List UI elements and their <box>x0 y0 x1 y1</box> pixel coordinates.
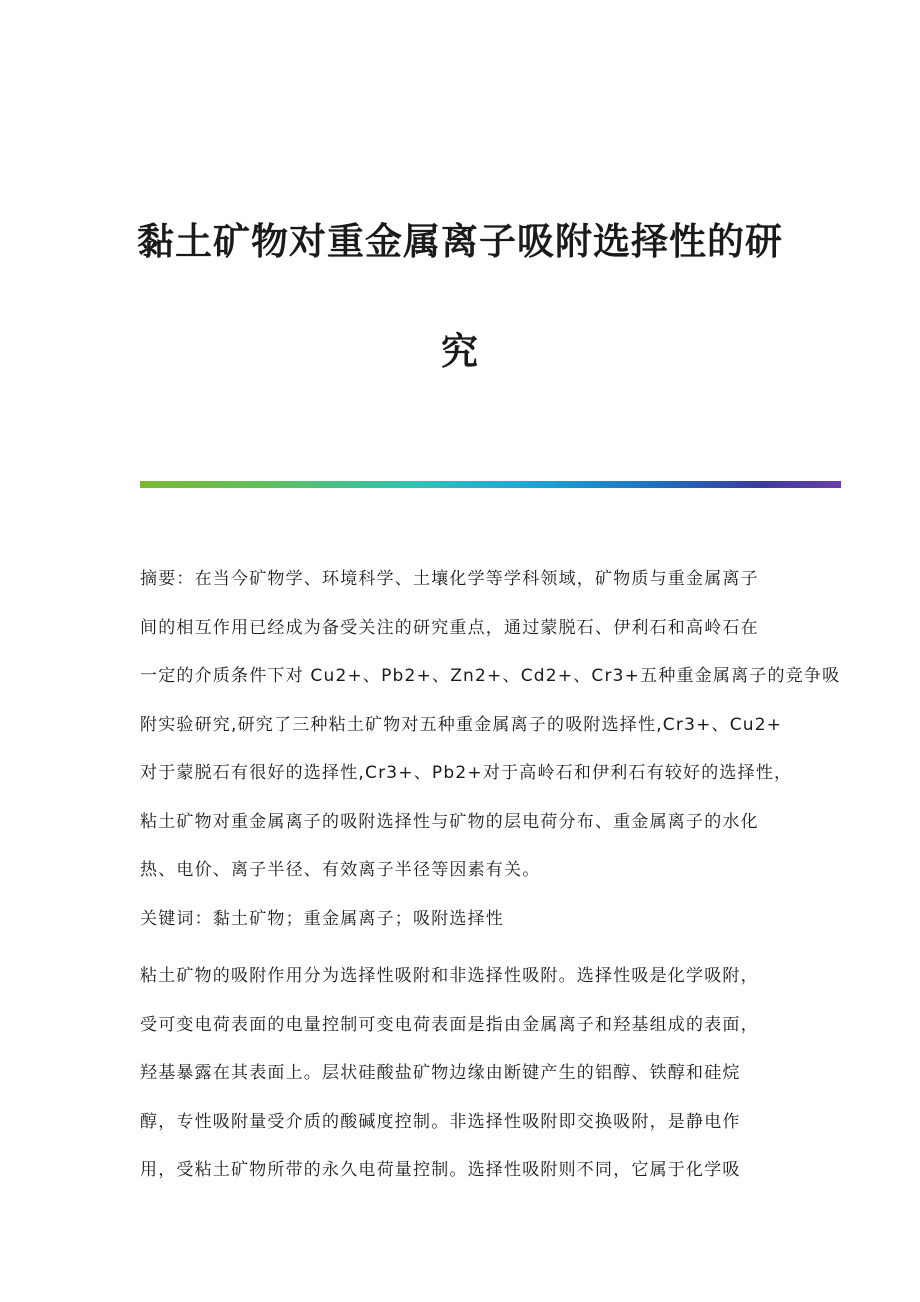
abstract-line: 对于蒙脱石有很好的选择性,Cr3+、Pb2+对于高岭石和伊利石有较好的选择性， <box>140 763 793 783</box>
title-line-1: 黏土矿物对重金属离子吸附选择性的研 <box>137 219 783 263</box>
abstract-line: 一定的介质条件下对 Cu2+、Pb2+、Zn2+、Cd2+、Cr3+五种重金属离子的竞争吸 <box>140 666 841 686</box>
paragraph-line: 用，受粘土矿物所带的永久电荷量控制。选择性吸附则不同，它属于化学吸 <box>140 1160 741 1180</box>
paragraph-line: 羟基暴露在其表面上。层状硅酸盐矿物边缘由断键产生的铝醇、铁醇和硅烷 <box>140 1063 741 1083</box>
document-title <box>100 186 820 406</box>
abstract-line: 粘土矿物对重金属离子的吸附选择性与矿物的层电荷分布、重金属离子的水化 <box>140 811 759 832</box>
paragraph-line: 受可变电荷表面的电量控制可变电荷表面是指由金属离子和羟基组成的表面， <box>140 1014 759 1035</box>
gradient-divider <box>140 481 841 488</box>
abstract-line: 附实验研究,研究了三种粘土矿物对五种重金属离子的吸附选择性,Cr3+、Cu2+ <box>140 714 783 735</box>
paragraph-line: 粘土矿物的吸附作用分为选择性吸附和非选择性吸附。选择性吸是化学吸附， <box>140 966 759 986</box>
abstract <box>140 555 841 943</box>
abstract-line: 间的相互作用已经成为备受关注的研究重点，通过蒙脱石、伊利石和高岭石在 <box>140 617 759 638</box>
abstract-line: 热、电价、离子半径、有效离子半径等因素有关。 <box>140 860 541 880</box>
body-paragraph <box>140 952 780 1195</box>
keywords: 关键词：黏土矿物；重金属离子；吸附选择性 <box>140 908 504 929</box>
paragraph-line: 醇，专性吸附量受介质的酸碱度控制。非选择性吸附即交换吸附，是静电作 <box>140 1111 741 1132</box>
abstract-line: 摘要：在当今矿物学、环境科学、土壤化学等学科领域，矿物质与重金属离子 <box>140 569 759 589</box>
title-line-2: 究 <box>441 329 479 373</box>
